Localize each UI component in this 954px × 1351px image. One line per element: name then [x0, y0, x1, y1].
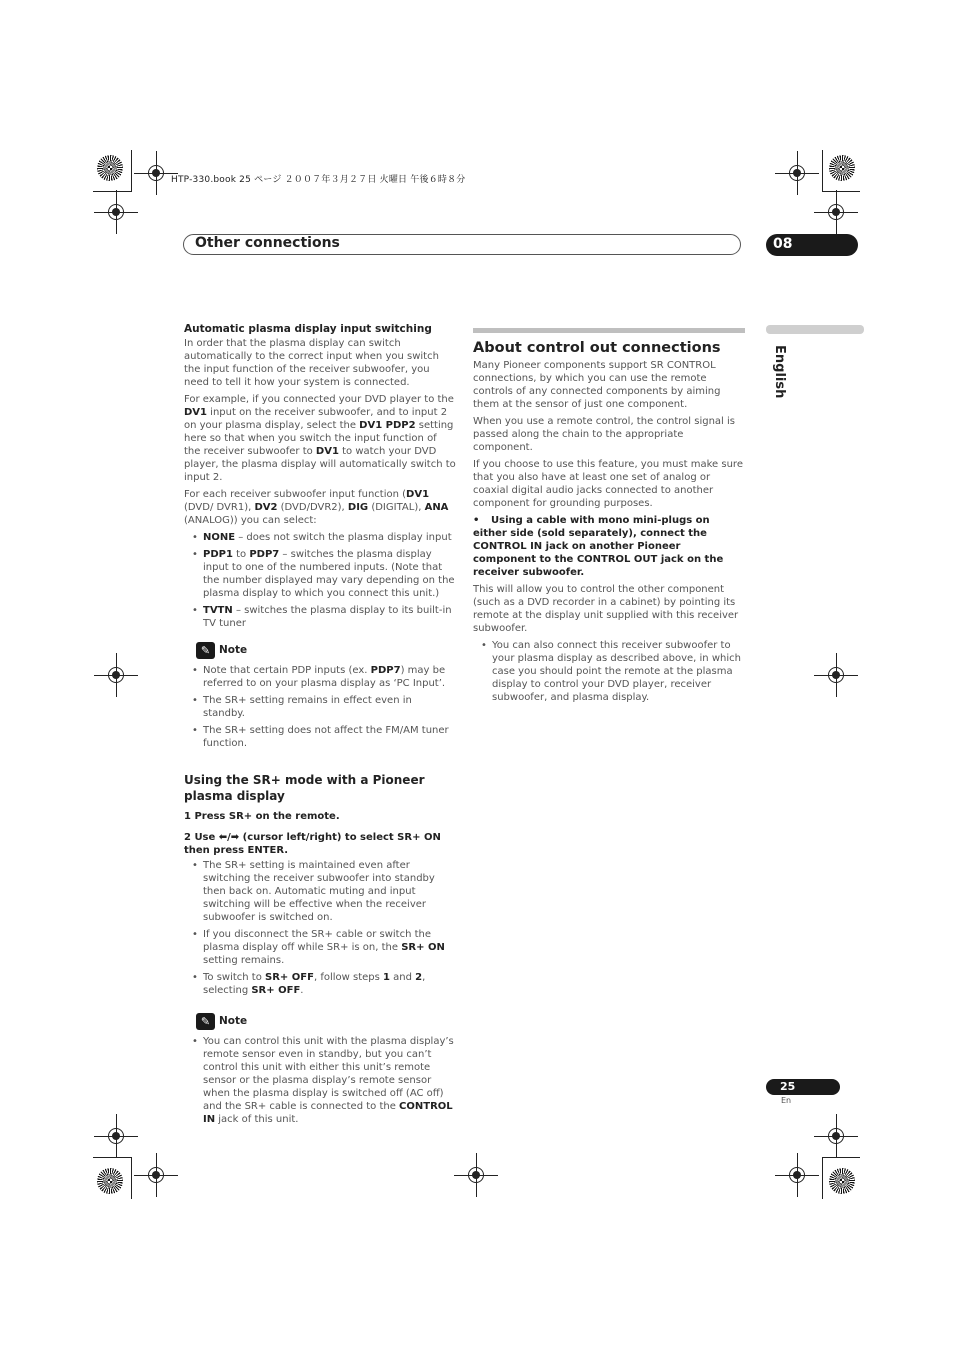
note-pencil-icon: ✎	[196, 642, 215, 659]
crop-line	[822, 150, 823, 192]
paragraph: If you choose to use this feature, you must make sure that you also have at least one set of analog or coaxial digital audio jacks connected to another component for grounding purposes.	[473, 459, 743, 509]
sr-mode-heading: Using the SR+ mode with a Pioneer plasma display	[184, 773, 425, 803]
registration-crosshair-icon	[814, 190, 858, 234]
crop-line	[93, 1157, 131, 1158]
control-out-bullets	[473, 639, 745, 704]
registration-crosshair-icon	[134, 1153, 178, 1197]
list-item: • The SR+ setting remains in effect even in standby.	[184, 694, 456, 720]
crop-line	[822, 191, 860, 192]
list-item: • You can also connect this receiver subwoofer to your plasma display as described above, in which case you should point the remote at the plasma display to control your DVD player, receiver subwoofer, and plasma display.	[473, 639, 745, 704]
registration-star-icon	[97, 1168, 123, 1194]
note-list-2	[184, 1035, 456, 1126]
list-item: • You can control this unit with the plasma display’s remote sensor even in standby, but you can’t control this unit with either this unit’s remote sensor or the plasma display’s remote sensor when the plasma display is switched off (AC off) and the SR+ cable is connected to the CONTROL IN jack of this unit.	[184, 1035, 456, 1126]
chapter-number: 08	[773, 236, 793, 252]
list-item: • NONE – does not switch the plasma display input	[184, 531, 456, 544]
note-heading: ✎ Note	[196, 642, 456, 659]
registration-crosshair-icon	[775, 1153, 819, 1197]
step-1: 1 Press SR+ on the remote.	[184, 811, 340, 822]
paragraph: This will allow you to control the other component (such as a DVD recorder in a cabinet) by pointing its remote at the display unit supplied with this receiver subwoofer.	[473, 584, 739, 634]
registration-star-icon	[829, 1168, 855, 1194]
connection-instruction: • Using a cable with mono mini-plugs on either side (sold separately), connect the CONTROL IN jack on another Pioneer component to the CONTROL OUT jack on the receiver subwoofer.	[473, 515, 724, 578]
list-item: • If you disconnect the SR+ cable or switch the plasma display off while SR+ is on, the SR+ ON setting remains.	[184, 928, 456, 967]
note-heading: ✎ Note	[196, 1013, 456, 1030]
page-lang-code: En	[781, 1096, 792, 1105]
page-badge	[766, 1079, 840, 1095]
language-label: English	[772, 345, 787, 399]
list-item: • PDP1 to PDP7 – switches the plasma display input to one of the numbered inputs. (Note that the number displayed may vary depending on the plasma display to which you connect this unit.)	[184, 548, 456, 600]
sr-bullets	[184, 859, 456, 997]
heading-rule	[473, 328, 745, 333]
registration-crosshair-icon	[775, 151, 819, 195]
language-tab-bar	[766, 325, 864, 334]
example-paragraph: For example, if you connected your DVD player to the DV1 input on the receiver subwoofer, and to input 2 on your plasma display, select the DV1 PDP2 setting here so that when you switch the input function of the receiver subwoofer to DV1 to watch your DVD player, the plasma display will automatically switch to input 2.	[184, 394, 456, 483]
crop-line	[93, 191, 131, 192]
crop-line	[131, 150, 132, 192]
list-item: • To switch to SR+ OFF, follow steps 1 and 2, selecting SR+ OFF.	[184, 971, 456, 997]
input-function-paragraph: For each receiver subwoofer input function (DV1 (DVD/ DVR1), DV2 (DVD/DVR2), DIG (DIGITAL), ANA (ANALOG)) you can select:	[184, 489, 449, 526]
option-list	[184, 531, 456, 630]
note-pencil-icon: ✎	[196, 1013, 215, 1030]
registration-crosshair-icon	[454, 1153, 498, 1197]
right-column	[473, 328, 745, 708]
crop-line	[822, 1157, 860, 1158]
list-item: • Note that certain PDP inputs (ex. PDP7) may be referred to on your plasma display as ‘PC Input’.	[184, 664, 456, 690]
file-info: HTP-330.book 25 ページ ２００７年３月２７日 火曜日 午後６時８分	[171, 175, 466, 185]
paragraph: When you use a remote control, the control signal is passed along the chain to the appropriate component.	[473, 416, 735, 453]
auto-switch-intro: In order that the plasma display can switch automatically to the correct input when you switch the input function of the receiver subwoofer, you need to tell it how your system is connected.	[184, 338, 439, 388]
crop-line	[822, 1157, 823, 1199]
registration-crosshair-icon	[94, 1114, 138, 1158]
note-list	[184, 664, 456, 750]
left-column	[184, 323, 456, 1130]
list-item: • The SR+ setting is maintained even after switching the receiver subwoofer into standby then back on. Automatic muting and input switching will be effective when the receiver subwoofer is switched on.	[184, 859, 456, 924]
registration-star-icon	[97, 155, 123, 181]
crop-line	[131, 1157, 132, 1199]
registration-crosshair-icon	[814, 653, 858, 697]
registration-crosshair-icon	[94, 190, 138, 234]
control-out-heading: About control out connections	[473, 340, 721, 356]
list-item: • TVTN – switches the plasma display to its built-in TV tuner	[184, 604, 456, 630]
auto-switch-heading: Automatic plasma display input switching	[184, 323, 432, 335]
step-2: 2 Use ⬅/➡ (cursor left/right) to select SR+ ON then press ENTER.	[184, 832, 441, 856]
paragraph: Many Pioneer components support SR CONTROL connections, by which you can use the remote controls of any connected components by aiming them at the sensor of just one component.	[473, 360, 721, 410]
registration-crosshair-icon	[814, 1114, 858, 1158]
list-item: • The SR+ setting does not affect the FM/AM tuner function.	[184, 724, 456, 750]
registration-crosshair-icon	[94, 653, 138, 697]
page-number: 25	[780, 1080, 796, 1093]
section-title: Other connections	[195, 235, 340, 251]
registration-star-icon	[829, 155, 855, 181]
